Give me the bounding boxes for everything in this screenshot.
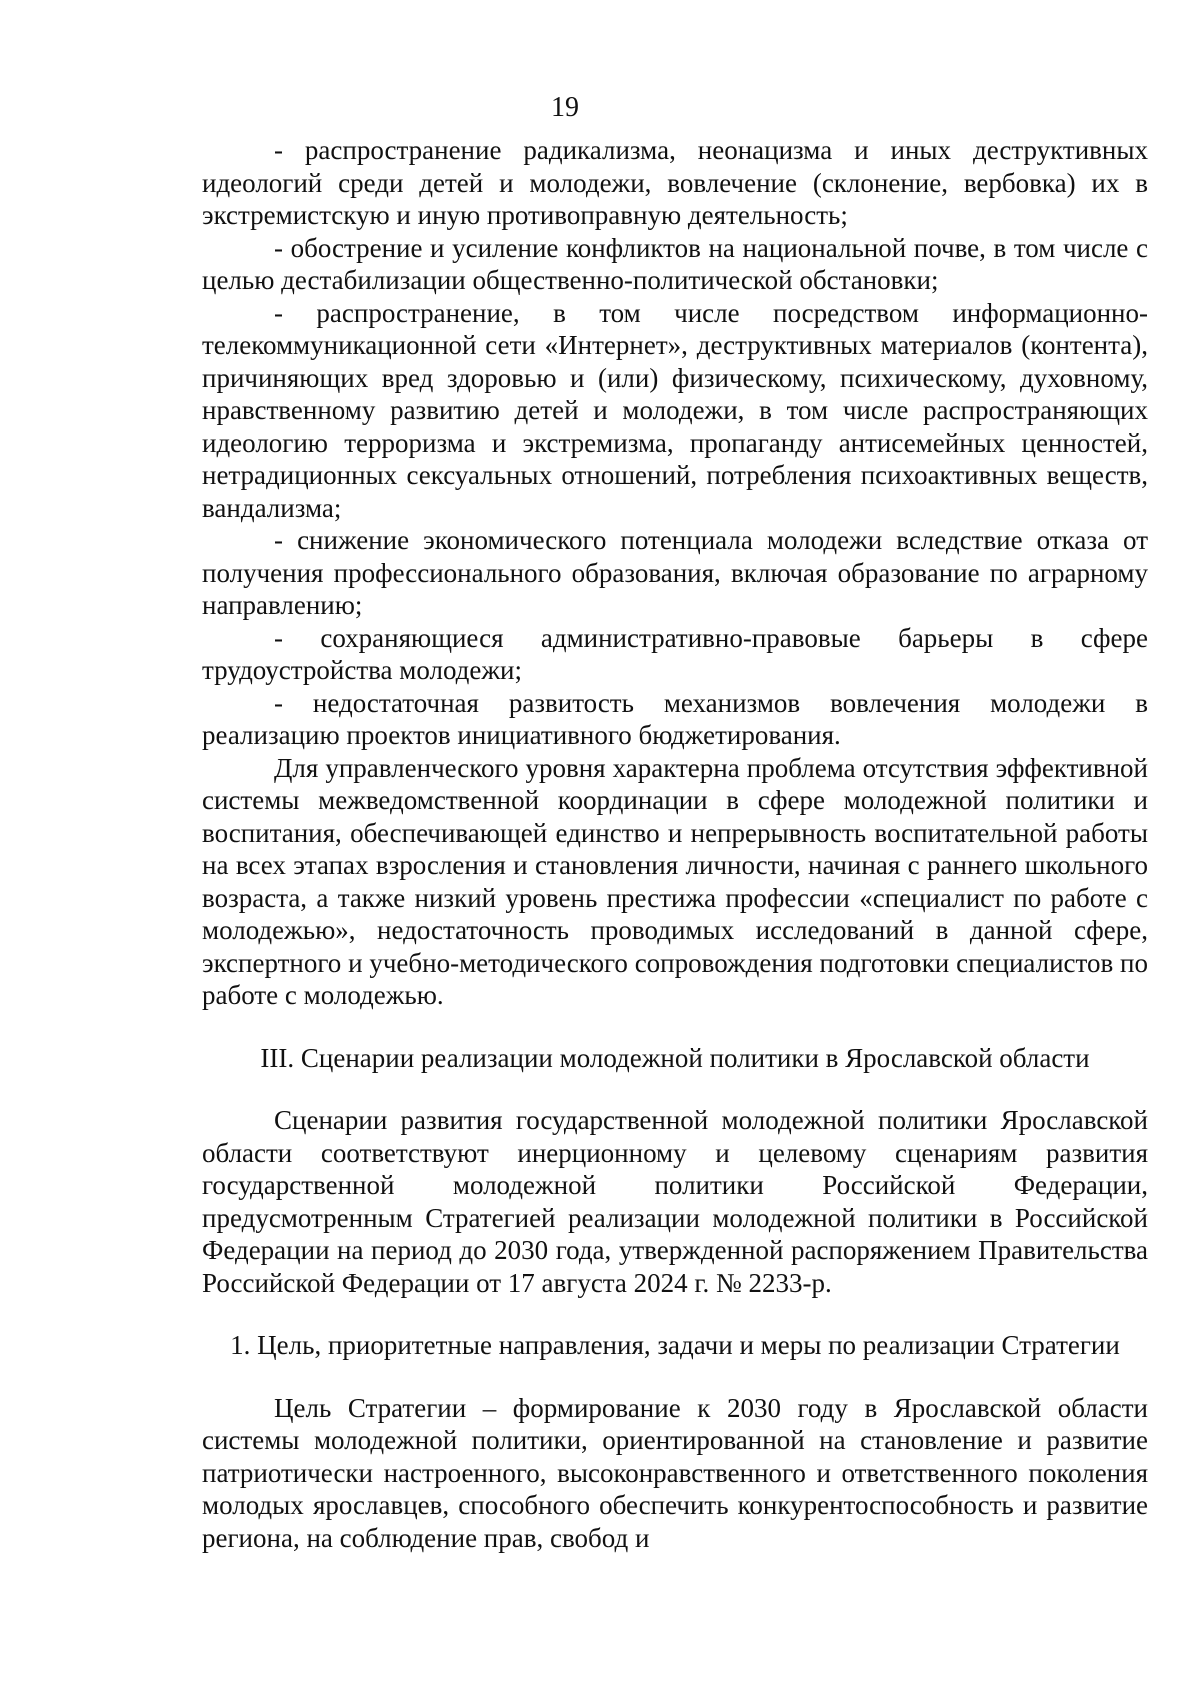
- subsection-heading: 1. Цель, приоритетные направления, задачи и меры по реализации Стратегии: [230, 1330, 1120, 1360]
- paragraph-national-conflicts: - обострение и усиление конфликтов на национальной почве, в том числе с целью дестабилизации общественно-политической обстановки;: [202, 232, 1148, 295]
- paragraph-management-level: Для управленческого уровня характерна проблема отсутствия эффективной системы межведомственной координации в сфере молодежной политики и воспитания, обеспечивающей единство и непрерывность воспитательной работы на всех этапах взросления и становления личности, начиная с раннего школьного возраста, а также низкий уровень престижа профессии «специалист по работе с молодежью», недостаточность проводимых исследований в данной сфере, экспертного и учебно-методического сопровождения подготовки специалистов по работе с молодежью.: [202, 752, 1148, 1010]
- subsection-paragraph: Цель Стратегии – формирование к 2030 году в Ярославской области системы молодежной политики, ориентированной на становление и развитие патриотически настроенного, высоконравственного и ответственного поколения молодых ярославцев, способного обеспечить конкурентоспособность и развитие региона, на соблюдение прав, свобод и: [202, 1392, 1148, 1553]
- section-heading: III. Сценарии реализации молодежной политики в Ярославской области: [260, 1042, 1090, 1073]
- paragraph-initiative-budgeting: - недостаточная развитость механизмов вовлечения молодежи в реализацию проектов инициативного бюджетирования.: [202, 687, 1148, 750]
- page-number: 19: [551, 92, 579, 123]
- paragraph-destructive-content: - распространение, в том числе посредством информационно-телекоммуникационной сети «Интернет», деструктивных материалов (контента), причиняющих вред здоровью и (или) физическому, психическому, духовному, нравственному развитию детей и молодежи, в том числе распространяющих идеологию терроризма и экстремизма, пропаганду антисемейных ценностей, нетрадиционных сексуальных отношений, потребления психоактивных веществ, вандализма;: [202, 297, 1148, 523]
- paragraph-employment-barriers: - сохраняющиеся административно-правовые барьеры в сфере трудоустройства молодежи;: [202, 622, 1148, 685]
- document-body: [202, 134, 1148, 1554]
- paragraph-economic-potential: - снижение экономического потенциала молодежи вследствие отказа от получения профессионального образования, включая образование по аграрному направлению;: [202, 525, 1148, 620]
- section-paragraph: Сценарии развития государственной молодежной политики Ярославской области соответствуют инерционному и целевому сценариям развития государственной молодежной политики Российской Федерации, предусмотренным Стратегией реализации молодежной политики в Российской Федерации на период до 2030 года, утвержденной распоряжением Правительства Российской Федерации от 17 августа 2024 г. № 2233-р.: [202, 1105, 1148, 1298]
- paragraph-radicalism: - распространение радикализма, неонацизма и иных деструктивных идеологий среди детей и молодежи, вовлечение (склонение, вербовка) их в экстремистскую и иную противоправную деятельность;: [202, 135, 1148, 230]
